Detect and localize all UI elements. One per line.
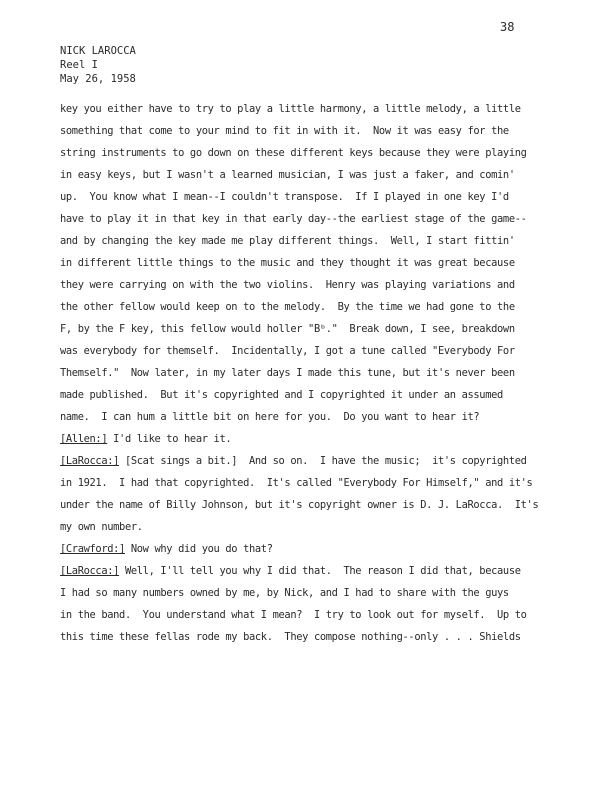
transcript-line [60,340,560,362]
transcript-line [60,120,560,142]
line-text: my own number. [60,521,143,533]
line-text: they were carrying on with the two violins. Henry was playing variations and [60,279,515,291]
transcript-line [60,98,560,120]
line-text: in different little things to the music and they thought it was great because [60,257,515,269]
line-text: in easy keys, but I wasn't a learned musician, I was just a faker, and comin' [60,169,515,181]
speaker-label: [LaRocca:] [60,455,120,467]
interview-date: May 26, 1958 [60,73,136,85]
transcript-line [60,494,560,516]
line-text: something that come to your mind to fit in with it. Now it was easy for the [60,125,509,137]
reel-label: Reel I [60,59,98,71]
speaker-label: [LaRocca:] [60,565,120,577]
transcript-line [60,626,560,648]
line-text: was everybody for themself. Incidentally, I got a tune called "Everybody For [60,345,515,357]
page-number: 38 [500,20,515,34]
line-text: [Scat sings a bit.] And so on. I have the music; it's copyrighted [119,455,527,467]
transcript-line [60,142,560,164]
speaker-label: [Crawford:] [60,543,125,555]
line-text: the other fellow would keep on to the melody. By the time we had gone to the [60,301,515,313]
transcript-line [60,450,560,472]
line-text: this time these fellas rode my back. They compose nothing--only . . . Shields [60,631,521,643]
transcript-line [60,186,560,208]
transcript-line [60,362,560,384]
transcript-line [60,604,560,626]
transcript-line [60,164,560,186]
transcript-line [60,296,560,318]
transcript-line [60,318,560,340]
line-text: made published. But it's copyrighted and I copyrighted it under an assumed [60,389,503,401]
transcript-line [60,560,560,582]
line-text: I had so many numbers owned by me, by Nick, and I had to share with the guys [60,587,509,599]
line-text: Well, I'll tell you why I did that. The reason I did that, because [119,565,521,577]
transcript-line [60,384,560,406]
line-text: F, by the F key, this fellow would holler "Bᵇ." Break down, I see, breakdown [60,323,515,335]
transcript-line [60,428,560,450]
line-text: up. You know what I mean--I couldn't transpose. If I played in one key I'd [60,191,509,203]
speaker-label: [Allen:] [60,433,108,445]
line-text: string instruments to go down on these different keys because they were playing [60,147,527,159]
interviewee-name: NICK LAROCCA [60,45,136,57]
line-text: key you either have to try to play a little harmony, a little melody, a little [60,103,521,115]
line-text: Themself." Now later, in my later days I made this tune, but it's never been [60,367,515,379]
line-text: in the band. You understand what I mean? I try to look out for myself. Up to [60,609,527,621]
transcript-line [60,230,560,252]
transcript-line [60,582,560,604]
transcript-line [60,538,560,560]
line-text: name. I can hum a little bit on here for you. Do you want to hear it? [60,411,480,423]
line-text: I'd like to hear it. [107,433,232,445]
document-header [60,44,136,86]
line-text: under the name of Billy Johnson, but it's copyright owner is D. J. LaRocca. It's [60,499,539,511]
line-text: have to play it in that key in that early day--the earliest stage of the game-- [60,213,527,225]
transcript-line [60,472,560,494]
line-text: in 1921. I had that copyrighted. It's called "Everybody For Himself," and it's [60,477,533,489]
transcript-line [60,516,560,538]
transcript-line [60,274,560,296]
transcript-line [60,406,560,428]
line-text: Now why did you do that? [124,543,273,555]
transcript-line [60,208,560,230]
transcript-body [60,98,560,648]
line-text: and by changing the key made me play different things. Well, I start fittin' [60,235,515,247]
transcript-line [60,252,560,274]
